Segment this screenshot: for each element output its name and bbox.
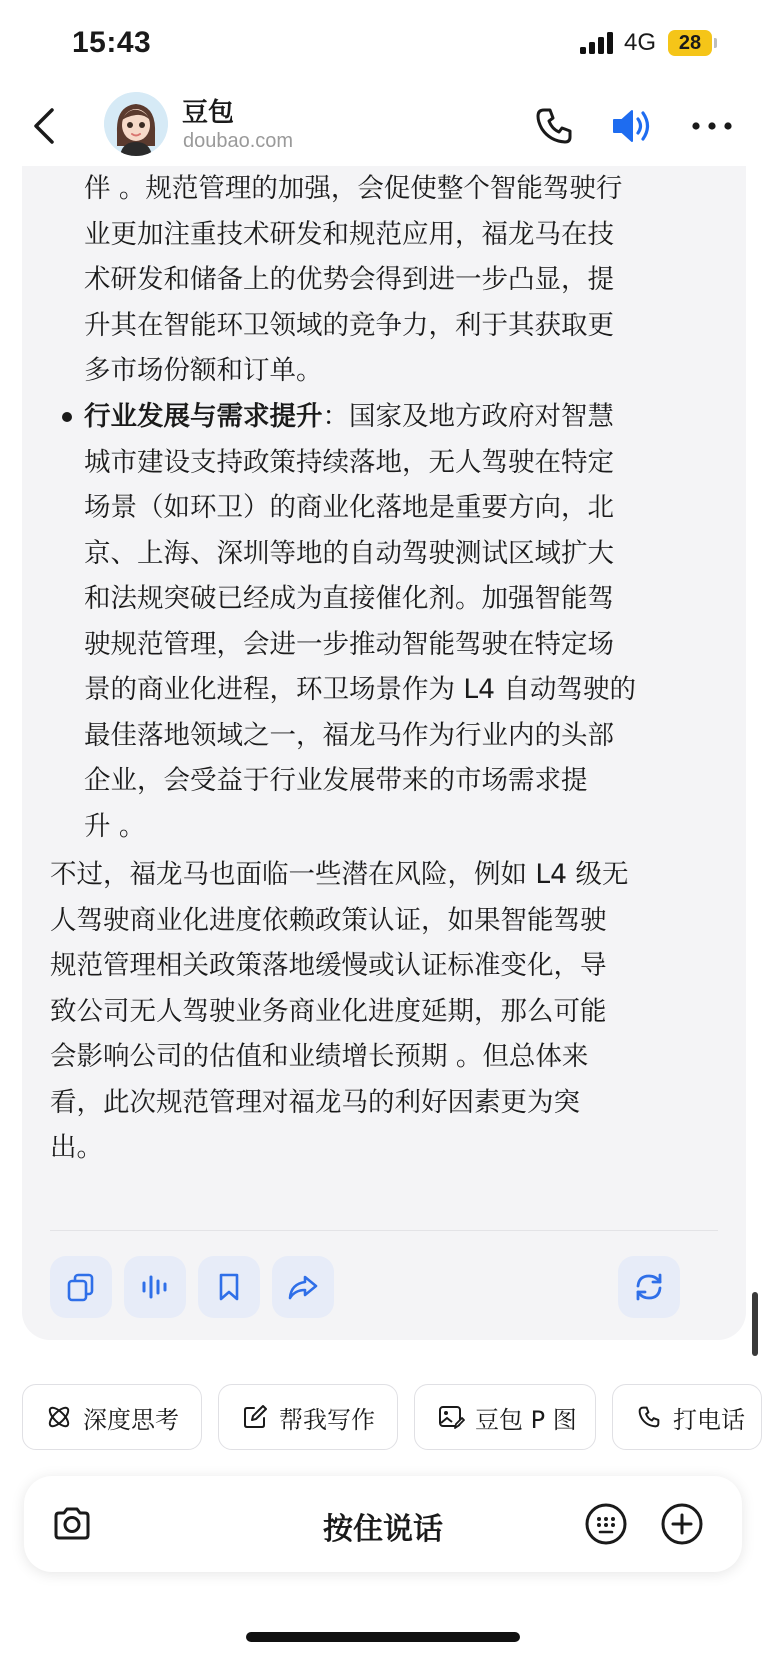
bullet-industry-demand <box>84 394 636 849</box>
status-bar <box>0 0 768 90</box>
text-line: 不过，福龙马也面临一些潜在风险，例如 L4 级无 <box>50 859 629 890</box>
battery-cap <box>714 38 717 48</box>
phone-icon <box>530 102 578 150</box>
assistant-message <box>22 166 746 1340</box>
text-line: 升其在智能环卫领域的竞争力，利于其获取更 <box>84 309 614 341</box>
text-line: 企业，会受益于行业发展带来的市场需求提 <box>84 765 588 796</box>
divider <box>50 1230 718 1231</box>
signal-icon <box>580 32 616 54</box>
paragraph-conclusion <box>50 852 628 1171</box>
paragraph-regulation <box>84 166 622 394</box>
text-line: 会影响公司的估值和业绩增长预期 。但总体来 <box>50 1041 589 1072</box>
text-line: 和法规突破已经成为直接催化剂。加强智能驾 <box>84 583 614 614</box>
soundwave-icon <box>139 1271 171 1303</box>
chat-subtitle: doubao.com <box>183 130 294 152</box>
status-time: 15:43 <box>72 26 152 59</box>
bookmark-icon <box>213 1271 245 1303</box>
call-button[interactable] <box>530 102 578 150</box>
bookmark-button[interactable] <box>198 1256 260 1318</box>
chip-help-write[interactable] <box>218 1384 398 1450</box>
chip-label: 深度思考 <box>83 1405 179 1434</box>
atom-icon <box>45 1403 73 1431</box>
home-indicator <box>246 1632 520 1642</box>
chip-deep-thinking[interactable] <box>22 1384 202 1450</box>
bullet-dot <box>62 412 72 422</box>
back-button[interactable] <box>26 102 66 150</box>
read-aloud-button[interactable] <box>124 1256 186 1318</box>
text-line: 多市场份额和订单。 <box>84 355 323 386</box>
text-line: 伴 。规范管理的加强，会促使整个智能驾驶行 <box>84 173 623 204</box>
text-line: 规范管理相关政策落地缓慢或认证标准变化，导 <box>50 950 607 981</box>
text-line: 京、上海、深圳等地的自动驾驶测试区域扩大 <box>84 537 614 569</box>
girl-avatar-icon <box>104 92 168 156</box>
chip-phone-call[interactable] <box>612 1384 762 1450</box>
text-line <box>84 394 636 440</box>
chat-title: 豆包 <box>182 98 235 128</box>
chip-label: 打电话 <box>673 1405 745 1434</box>
input-bar <box>24 1476 742 1572</box>
network-type: 4G <box>624 29 657 56</box>
edit-icon <box>241 1403 269 1431</box>
text-line: 出。 <box>50 1132 103 1163</box>
text-line: 业更加注重技术研发和规范应用，福龙马在技 <box>84 218 614 250</box>
keyboard-icon[interactable] <box>584 1502 628 1546</box>
refresh-icon <box>633 1271 665 1303</box>
chip-label: 帮我写作 <box>279 1405 375 1434</box>
text-line: 术研发和储备上的优势会得到进一步凸显，提 <box>84 264 614 295</box>
bullet-text: ：国家及地方政府对智慧 <box>322 401 614 432</box>
chat-header <box>0 88 768 166</box>
text-line: 致公司无人驾驶业务商业化进度延期，那么可能 <box>50 995 607 1027</box>
image-edit-icon <box>437 1403 465 1431</box>
avatar[interactable] <box>104 92 168 156</box>
plus-circle-icon[interactable] <box>660 1502 704 1546</box>
share-button[interactable] <box>272 1256 334 1318</box>
chevron-left-icon <box>26 102 66 150</box>
hold-to-talk-button[interactable]: 按住说话 <box>323 1512 443 1547</box>
copy-icon <box>65 1271 97 1303</box>
more-button[interactable] <box>688 102 736 150</box>
text-line: 驶规范管理，会进一步推动智能驾驶在特定场 <box>84 628 614 660</box>
chip-image-edit[interactable] <box>414 1384 596 1450</box>
copy-button[interactable] <box>50 1256 112 1318</box>
bullet-title: 行业发展与需求提升 <box>84 401 323 432</box>
text-line: 景的商业化进程，环卫场景作为 L4 自动驾驶的 <box>84 674 636 705</box>
scrollbar-thumb[interactable] <box>752 1292 758 1356</box>
chip-label: 豆包 P 图 <box>475 1405 577 1434</box>
more-horizontal-icon <box>688 102 736 150</box>
regenerate-button[interactable] <box>618 1256 680 1318</box>
phone-icon <box>635 1403 663 1431</box>
speaker-icon <box>608 102 656 150</box>
share-arrow-icon <box>287 1271 319 1303</box>
battery-icon: 28 <box>668 30 712 56</box>
text-line: 看，此次规范管理对福龙马的利好因素更为突 <box>50 1086 580 1118</box>
speaker-button[interactable] <box>608 102 656 150</box>
text-line: 升 。 <box>84 810 146 842</box>
text-line: 城市建设支持政策持续落地，无人驾驶在特定 <box>84 446 614 478</box>
text-line: 场景（如环卫）的商业化落地是重要方向，北 <box>84 492 614 523</box>
text-line: 人驾驶商业化进度依赖政策认证，如果智能驾驶 <box>50 904 607 936</box>
text-line: 最佳落地领域之一，福龙马作为行业内的头部 <box>84 719 614 751</box>
